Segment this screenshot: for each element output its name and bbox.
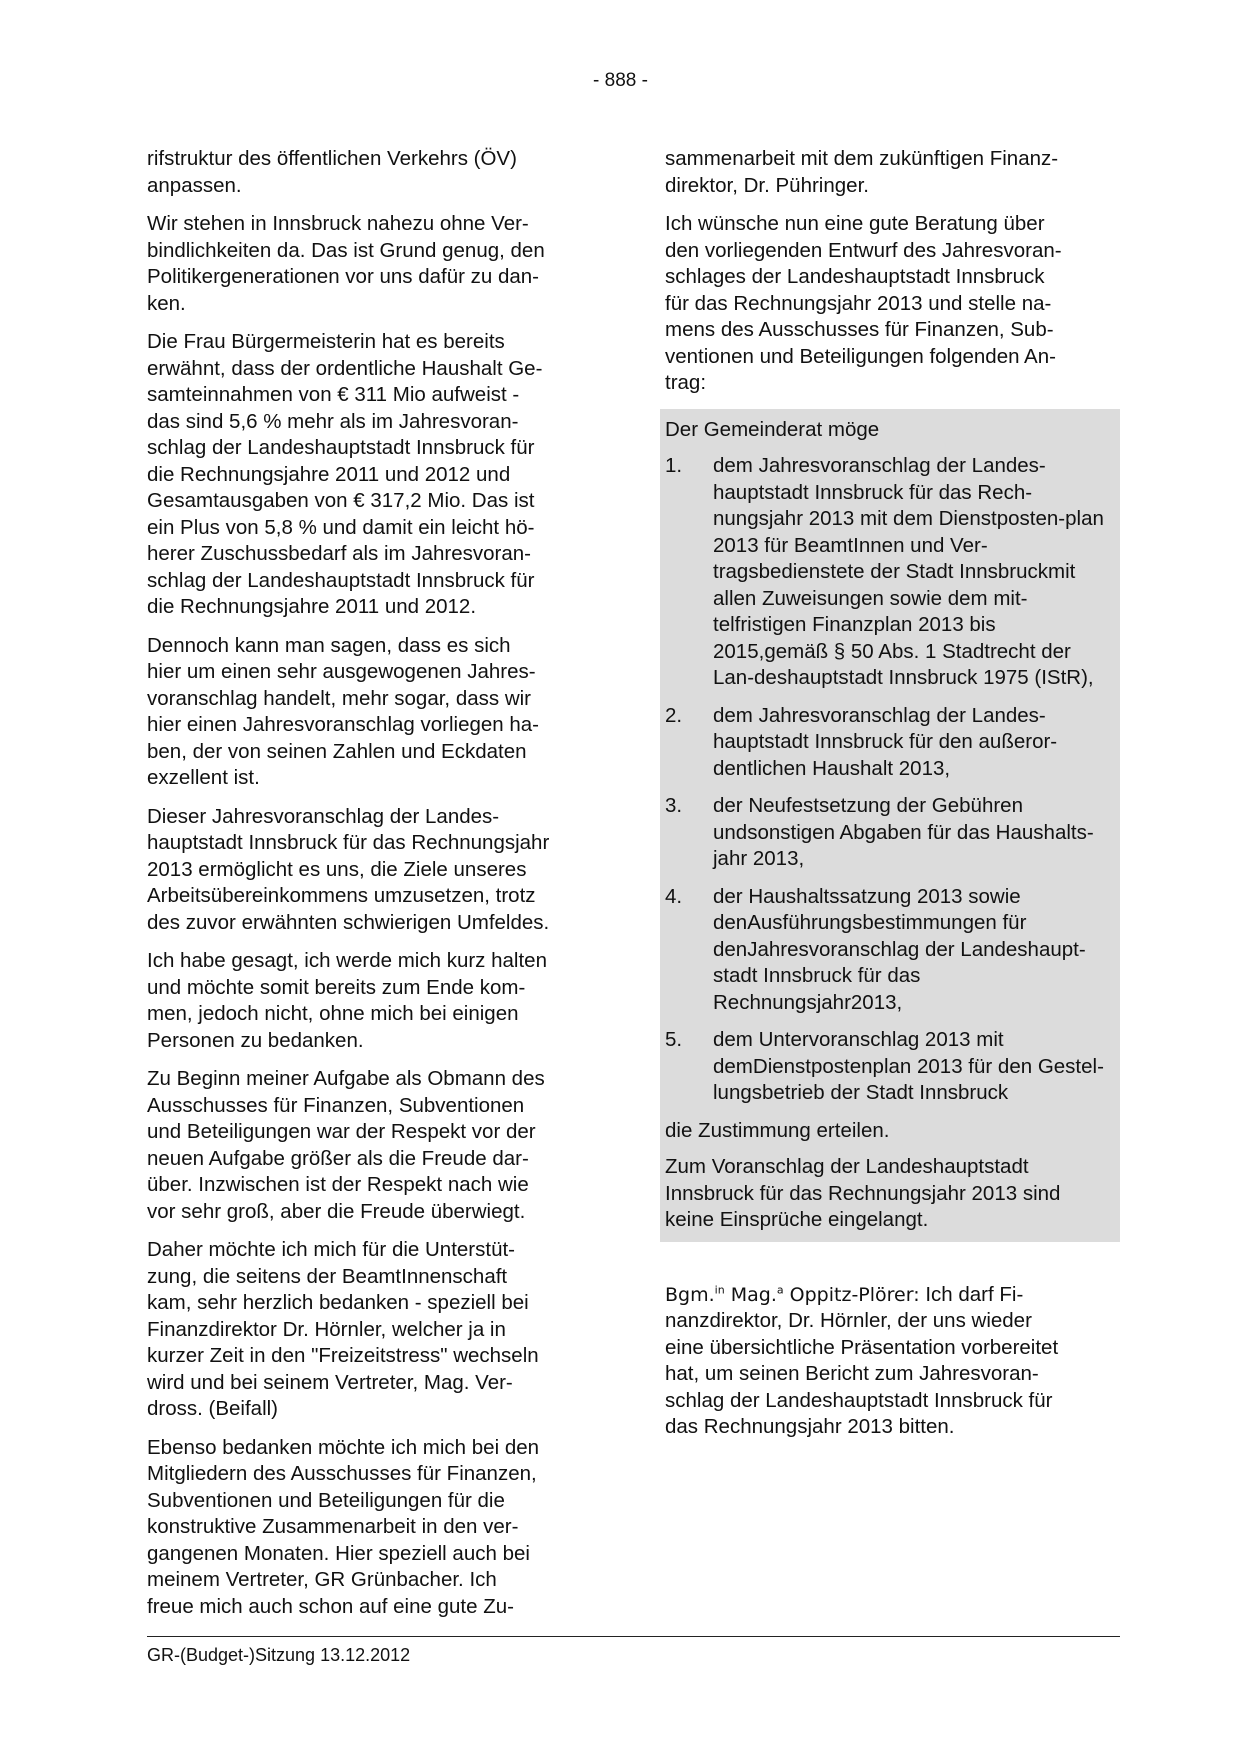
motion-closing-text: die Zustimmung erteilen. <box>665 1118 890 1142</box>
motion-item <box>665 884 1115 1017</box>
motion-item-number: 5. <box>665 1028 683 1051</box>
text-line: und Beteiligungen war der Respekt vor der <box>147 1120 536 1143</box>
motion-closing <box>665 1118 1115 1145</box>
text-line: Dennoch kann man sagen, dass es sich <box>147 633 511 657</box>
speaker-first-line-rest: Ich darf Fi- <box>919 1282 1024 1306</box>
right-paragraphs <box>665 146 1120 397</box>
paragraph <box>665 146 1120 199</box>
motion-item-line: der Neufestsetzung der Gebühren und <box>713 794 1023 844</box>
text-line: Ebenso bedanken möchte ich mich bei den <box>147 1435 540 1459</box>
motion-item-line: der Haushaltssatzung 2013 sowie den <box>713 884 1021 934</box>
text-line: Daher möchte ich mich für die Unterstüt- <box>147 1238 515 1261</box>
speaker-line-text: hat, um seinen Bericht zum Jahresvoran- <box>665 1362 1039 1385</box>
paragraph <box>665 211 1120 397</box>
text-line: gangenen Monaten. Hier speziell auch bei <box>147 1541 530 1565</box>
paragraph <box>147 633 602 792</box>
text-line: anpassen. <box>147 173 242 197</box>
motion-note-line: Zum Voranschlag der Landeshauptstadt <box>665 1155 1029 1178</box>
text-line: und möchte somit bereits zum Ende kom- <box>147 975 526 999</box>
text-line: Personen zu bedanken. <box>147 1028 364 1052</box>
motion-item-line: plan 2013 für BeamtInnen und Ver- <box>713 507 1104 557</box>
motion-item-line: sonstigen Abgaben für das Haushalts- <box>747 820 1094 844</box>
motion-item <box>665 1027 1115 1107</box>
text-line: herer Zuschussbedarf als im Jahresvoran- <box>147 542 531 565</box>
text-line: die Rechnungsjahre 2011 und 2012 und <box>147 462 511 486</box>
text-line: wird und bei seinem Vertreter, Mag. Ver- <box>147 1370 513 1394</box>
motion-item-line: tragsbedienstete der Stadt Innsbruck <box>713 560 1049 583</box>
motion-item-line: dem Untervoranschlag 2013 mit dem <box>713 1028 1004 1078</box>
text-line: 2013 ermöglicht es uns, die Ziele unseres <box>147 857 527 881</box>
text-line: den vorliegenden Entwurf des Jahresvoran- <box>665 238 1062 262</box>
motion-intro <box>665 417 1115 444</box>
paragraph <box>147 211 602 317</box>
page-number: - 888 - <box>593 70 648 91</box>
text-line: freue mich auch schon auf eine gute Zu- <box>147 1594 514 1618</box>
motion-item <box>665 453 1115 692</box>
motion-item-number: 3. <box>665 794 683 817</box>
text-line: voranschlag handelt, mehr sogar, dass wir <box>147 686 532 710</box>
text-line: Arbeitsübereinkommens umzusetzen, trotz <box>147 884 536 907</box>
text-line: meinem Vertreter, GR Grünbacher. Ich <box>147 1568 497 1591</box>
text-line: Wir stehen in Innsbruck nahezu ohne Ver- <box>147 212 529 235</box>
motion-item-line: telfristigen Finanzplan 2013 bis 2015, <box>713 613 996 663</box>
footer-divider <box>147 1636 1120 1637</box>
text-line: ben, der von seinen Zahlen und Eckdaten <box>147 739 527 763</box>
speaker-title-mag-sup: a <box>776 1283 784 1297</box>
motion-item-line: dem Jahresvoranschlag der Landes- <box>713 454 1046 477</box>
motion-box <box>660 409 1120 1242</box>
text-line: ken. <box>147 291 186 315</box>
text-line: schlag der Landeshauptstadt Innsbruck für <box>147 436 535 459</box>
text-line: hier einen Jahresvoranschlag vorliegen ha- <box>147 713 540 736</box>
motion-item-line: dem Jahresvoranschlag der Landes- <box>713 703 1046 727</box>
text-line: konstruktive Zusammenarbeit in den ver- <box>147 1515 519 1538</box>
speaker-title-bgm-sup: in <box>714 1283 725 1297</box>
speaker-line-text: nanzdirektor, Dr. Hörnler, der uns wieder <box>665 1309 1032 1332</box>
right-column <box>665 146 1120 1453</box>
motion-item-line: dentlichen Haushalt 2013, <box>713 756 951 780</box>
speaker-line-text: schlag der Landeshauptstadt Innsbruck für <box>665 1388 1053 1412</box>
speaker-first-line <box>665 1282 1120 1309</box>
text-line: exzellent ist. <box>147 766 260 789</box>
motion-items <box>665 453 1115 1107</box>
text-line: Mitgliedern des Ausschusses für Finanzen, <box>147 1462 537 1485</box>
motion-item-line: nungsjahr 2013 mit dem Dienstposten- <box>713 507 1066 530</box>
motion-item-line: 2013, <box>850 990 903 1014</box>
motion-item-line: Dienstpostenplan 2013 für den Gestel- <box>752 1054 1104 1078</box>
motion-item <box>665 793 1115 873</box>
motion-item-number: 1. <box>665 454 683 477</box>
motion-note-line: keine Einsprüche eingelangt. <box>665 1208 929 1231</box>
motion-item-line: Ausführungsbestimmungen für den <box>713 911 1027 961</box>
speaker-paragraph <box>665 1282 1120 1441</box>
paragraph <box>147 948 602 1054</box>
motion-item-line: mit allen Zuweisungen sowie dem mit- <box>713 560 1076 610</box>
text-line: Politikergenerationen vor uns dafür zu dan- <box>147 265 540 288</box>
text-line: die Rechnungsjahre 2011 und 2012. <box>147 595 477 618</box>
text-line: hier um einen sehr ausgewogenen Jahres- <box>147 660 536 683</box>
text-line: Ausschusses für Finanzen, Subventionen <box>147 1093 525 1117</box>
paragraph <box>147 804 602 937</box>
paragraph <box>147 1066 602 1225</box>
motion-item-number: 2. <box>665 703 683 727</box>
speaker-title-mag: Mag. <box>724 1283 777 1306</box>
motion-item-line: hauptstadt Innsbruck für das Rech- <box>713 480 1033 504</box>
text-line: ein Plus von 5,8 % und damit ein leicht hö- <box>147 515 535 539</box>
text-line: samteinnahmen von € 311 Mio aufweist - <box>147 383 520 406</box>
text-line: schlages der Landeshauptstadt Innsbruck <box>665 265 1045 288</box>
motion-note-line: Innsbruck für das Rechnungsjahr 2013 sind <box>665 1181 1061 1205</box>
motion-item-line: deshauptstadt Innsbruck 1975 (IStR), <box>754 666 1094 689</box>
text-line: men, jedoch nicht, ohne mich bei einigen <box>147 1002 519 1025</box>
paragraph <box>147 1237 602 1423</box>
motion-note <box>665 1154 1115 1234</box>
text-line: Subventionen und Beteiligungen für die <box>147 1488 505 1512</box>
speaker-title-bgm: Bgm. <box>665 1283 715 1306</box>
motion-item-line: jahr 2013, <box>713 847 805 870</box>
text-line: über. Inzwischen ist der Respekt nach wie <box>147 1173 529 1196</box>
speaker-lines <box>665 1308 1120 1441</box>
speaker-name <box>665 1284 920 1306</box>
text-line: Dieser Jahresvoranschlag der Landes- <box>147 804 500 828</box>
motion-item-line: Jahresvoranschlag der Landeshaupt- <box>747 937 1086 961</box>
text-line: neuen Aufgabe größer als die Freude dar- <box>147 1146 529 1170</box>
text-line: dross. (Beifall) <box>147 1397 279 1420</box>
text-line: rifstruktur des öffentlichen Verkehrs (ÖV) <box>147 147 517 170</box>
motion-item-line: gemäß § 50 Abs. 1 Stadtrecht der Lan- <box>713 639 1071 689</box>
motion-intro-text: Der Gemeinderat möge <box>665 417 880 441</box>
speaker-line-text: eine übersichtliche Präsentation vorbereitet <box>665 1335 1059 1359</box>
text-line: des zuvor erwähnten schwierigen Umfeldes. <box>147 910 550 934</box>
text-line: direktor, Dr. Pühringer. <box>665 173 869 197</box>
paragraph <box>147 329 602 621</box>
text-line: sammenarbeit mit dem zukünftigen Finanz- <box>665 147 1059 170</box>
motion-item <box>665 703 1115 783</box>
motion-item-number: 4. <box>665 884 683 908</box>
text-line: hauptstadt Innsbruck für das Rechnungsjahr <box>147 831 550 854</box>
text-line: kam, sehr herzlich bedanken - speziell bei <box>147 1291 529 1314</box>
text-line: kurzer Zeit in den "Freizeitstress" wechseln <box>147 1344 539 1367</box>
speaker-surname: Oppitz-Plörer: <box>783 1283 920 1306</box>
motion-item-line: lungsbetrieb der Stadt Innsbruck <box>713 1081 1009 1104</box>
footer-text: GR-(Budget-)Sitzung 13.12.2012 <box>147 1645 411 1665</box>
text-line: für das Rechnungsjahr 2013 und stelle na- <box>665 291 1052 315</box>
text-line: zung, die seitens der BeamtInnenschaft <box>147 1264 508 1288</box>
text-line: Die Frau Bürgermeisterin hat es bereits <box>147 330 505 353</box>
text-line: vor sehr groß, aber die Freude überwiegt. <box>147 1199 526 1223</box>
text-line: Ich wünsche nun eine gute Beratung über <box>665 212 1045 235</box>
text-line: Finanzdirektor Dr. Hörnler, welcher ja in <box>147 1317 506 1341</box>
text-line: schlag der Landeshauptstadt Innsbruck für <box>147 568 535 592</box>
text-line: ventionen und Beteiligungen folgenden An- <box>665 344 1056 368</box>
speaker-line-text: das Rechnungsjahr 2013 bitten. <box>665 1415 955 1438</box>
text-line: mens des Ausschusses für Finanzen, Sub- <box>665 318 1054 341</box>
text-line: Ich habe gesagt, ich werde mich kurz halten <box>147 949 547 972</box>
text-line: Gesamtausgaben von € 317,2 Mio. Das ist <box>147 489 535 512</box>
text-line: Zu Beginn meiner Aufgabe als Obmann des <box>147 1067 545 1090</box>
paragraph <box>147 1435 602 1621</box>
text-line: erwähnt, dass der ordentliche Haushalt Ge- <box>147 356 543 380</box>
motion-item-line: stadt Innsbruck für das Rechnungsjahr <box>713 964 921 1014</box>
motion-item-line: hauptstadt Innsbruck für den außeror- <box>713 730 1058 753</box>
paragraph <box>147 146 602 199</box>
left-column <box>147 146 602 1632</box>
text-line: bindlichkeiten da. Das ist Grund genug, den <box>147 238 545 262</box>
text-line: das sind 5,6 % mehr als im Jahresvoran- <box>147 409 519 433</box>
text-line: trag: <box>665 371 707 394</box>
